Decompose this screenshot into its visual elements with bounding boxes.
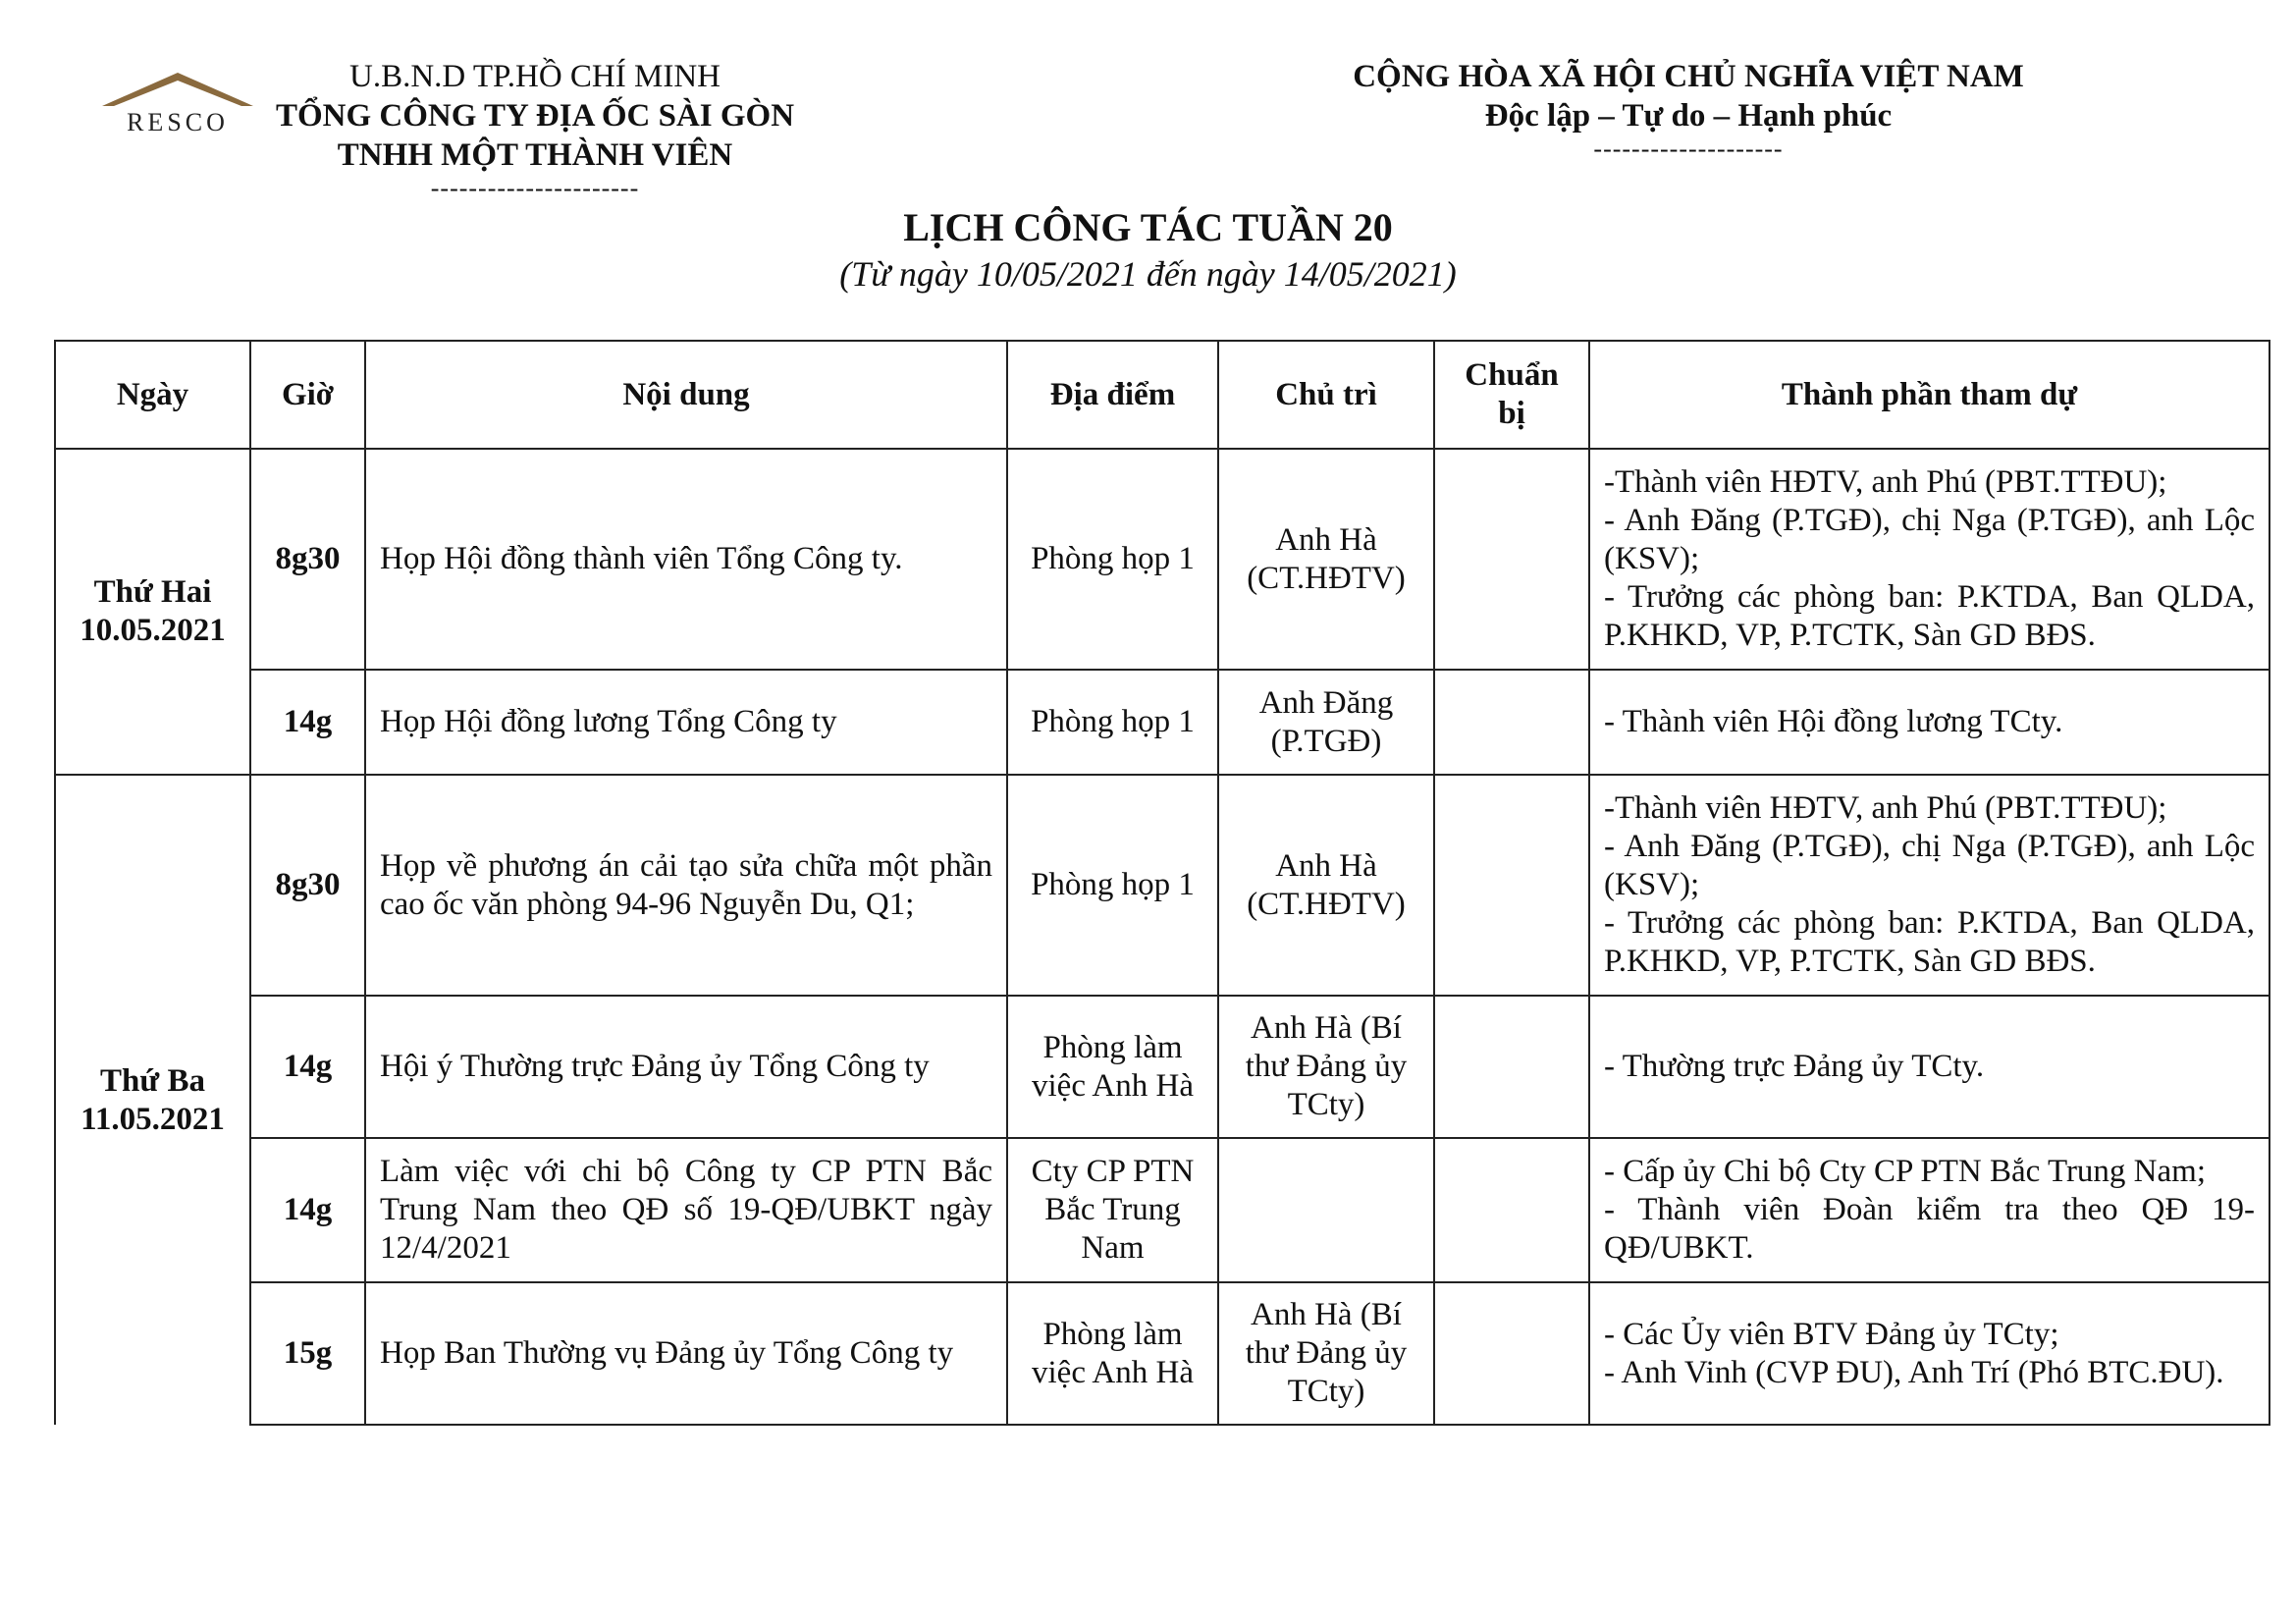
national-separator: -------------------- bbox=[1593, 135, 1784, 163]
attendee-line: - Các Ủy viên BTV Đảng ủy TCty; bbox=[1604, 1316, 2059, 1352]
table-row bbox=[55, 449, 2269, 670]
content-cell: Hội ý Thường trực Đảng ủy Tổng Công ty bbox=[365, 996, 1007, 1138]
content-cell: Họp Hội đồng lương Tổng Công ty bbox=[365, 670, 1007, 775]
attendees-cell bbox=[1589, 775, 2269, 996]
header-day: Ngày bbox=[55, 341, 250, 449]
logo-text: RESCO bbox=[127, 108, 229, 136]
prep-cell bbox=[1434, 670, 1589, 775]
attendees-cell bbox=[1589, 1138, 2269, 1282]
time-cell: 14g bbox=[250, 996, 365, 1138]
time-cell: 15g bbox=[250, 1282, 365, 1425]
attendee-line: -Thành viên HĐTV, anh Phú (PBT.TTĐU); bbox=[1604, 790, 2167, 826]
attendee-line: -Thành viên HĐTV, anh Phú (PBT.TTĐU); bbox=[1604, 464, 2167, 500]
attendee-line: - Trưởng các phòng ban: P.KTDA, Ban QLDA, P.KHKD, VP, P.TCTK, Sàn GD BĐS. bbox=[1604, 579, 2255, 653]
day-date: 11.05.2021 bbox=[80, 1101, 225, 1137]
org-separator: ---------------------- bbox=[430, 174, 640, 202]
page-title: LỊCH CÔNG TÁC TUẦN 20 bbox=[903, 205, 1393, 249]
table-header-row bbox=[55, 341, 2269, 449]
chair-cell: Anh Hà (Bí thư Đảng ủy TCty) bbox=[1218, 996, 1434, 1138]
day-name: Thứ Ba bbox=[100, 1062, 205, 1099]
attendee-line: - Thành viên Đoàn kiểm tra theo QĐ 19-QĐ/UBKT. bbox=[1604, 1192, 2255, 1266]
chair-cell: Anh Hà (CT.HĐTV) bbox=[1218, 449, 1434, 670]
attendee-line: - Anh Đăng (P.TGĐ), chị Nga (P.TGĐ), anh Lộc (KSV); bbox=[1604, 503, 2255, 576]
table-row bbox=[55, 1138, 2269, 1282]
header-prep: Chuẩn bị bbox=[1434, 341, 1589, 449]
place-cell: Phòng họp 1 bbox=[1007, 670, 1218, 775]
table-row bbox=[55, 775, 2269, 996]
content-cell: Họp về phương án cải tạo sửa chữa một phần cao ốc văn phòng 94-96 Nguyễn Du, Q1; bbox=[365, 775, 1007, 996]
attendee-line: - Cấp ủy Chi bộ Cty CP PTN Bắc Trung Nam; bbox=[1604, 1154, 2206, 1189]
day-cell-tuesday bbox=[55, 775, 250, 1425]
attendees-cell bbox=[1589, 670, 2269, 775]
day-name: Thứ Hai bbox=[93, 574, 212, 610]
attendee-line: - Anh Vinh (CVP ĐU), Anh Trí (Phó BTC.ĐU). bbox=[1604, 1354, 2224, 1390]
chair-cell: Anh Đăng (P.TGĐ) bbox=[1218, 670, 1434, 775]
place-cell: Phòng làm việc Anh Hà bbox=[1007, 1282, 1218, 1425]
chair-cell: Anh Hà (Bí thư Đảng ủy TCty) bbox=[1218, 1282, 1434, 1425]
time-cell: 8g30 bbox=[250, 775, 365, 996]
roof-icon bbox=[94, 69, 261, 108]
prep-cell bbox=[1434, 775, 1589, 996]
org-line-3: TNHH MỘT THÀNH VIÊN bbox=[337, 137, 733, 173]
national-title: CỘNG HÒA XÃ HỘI CHỦ NGHĨA VIỆT NAM bbox=[1353, 59, 2024, 94]
page-subtitle: (Từ ngày 10/05/2021 đến ngày 14/05/2021) bbox=[839, 254, 1457, 294]
attendees-cell bbox=[1589, 1282, 2269, 1425]
table-row bbox=[55, 670, 2269, 775]
org-header bbox=[265, 57, 805, 202]
attendee-line: - Thành viên Hội đồng lương TCty. bbox=[1604, 704, 2063, 739]
day-date: 10.05.2021 bbox=[80, 613, 226, 648]
resco-logo bbox=[94, 69, 261, 137]
prep-cell bbox=[1434, 996, 1589, 1138]
prep-cell bbox=[1434, 1282, 1589, 1425]
table-row bbox=[55, 1282, 2269, 1425]
org-line-2: TỔNG CÔNG TY ĐỊA ỐC SÀI GÒN bbox=[275, 98, 795, 134]
place-cell: Phòng làm việc Anh Hà bbox=[1007, 996, 1218, 1138]
header-attendees: Thành phần tham dự bbox=[1589, 341, 2269, 449]
place-cell: Phòng họp 1 bbox=[1007, 449, 1218, 670]
chair-cell: Anh Hà (CT.HĐTV) bbox=[1218, 775, 1434, 996]
time-cell: 14g bbox=[250, 1138, 365, 1282]
content-cell: Họp Ban Thường vụ Đảng ủy Tổng Công ty bbox=[365, 1282, 1007, 1425]
day-cell-monday bbox=[55, 449, 250, 775]
table-row bbox=[55, 996, 2269, 1138]
attendees-cell bbox=[1589, 449, 2269, 670]
header-chair: Chủ trì bbox=[1218, 341, 1434, 449]
header-content: Nội dung bbox=[365, 341, 1007, 449]
place-cell: Phòng họp 1 bbox=[1007, 775, 1218, 996]
prep-cell bbox=[1434, 1138, 1589, 1282]
header-place: Địa điểm bbox=[1007, 341, 1218, 449]
schedule-table-wrapper bbox=[54, 340, 2269, 1426]
attendee-line: - Thường trực Đảng ủy TCty. bbox=[1604, 1049, 1985, 1084]
national-motto: Độc lập – Tự do – Hạnh phúc bbox=[1484, 98, 1893, 134]
time-cell: 8g30 bbox=[250, 449, 365, 670]
attendee-line: - Trưởng các phòng ban: P.KTDA, Ban QLDA, P.KHKD, VP, P.TCTK, Sàn GD BĐS. bbox=[1604, 905, 2255, 979]
header-time: Giờ bbox=[250, 341, 365, 449]
time-cell: 14g bbox=[250, 670, 365, 775]
org-line-1: U.B.N.D TP.HỒ CHÍ MINH bbox=[348, 59, 721, 94]
place-cell: Cty CP PTN Bắc Trung Nam bbox=[1007, 1138, 1218, 1282]
content-cell: Họp Hội đồng thành viên Tổng Công ty. bbox=[365, 449, 1007, 670]
prep-cell bbox=[1434, 449, 1589, 670]
attendee-line: - Anh Đăng (P.TGĐ), chị Nga (P.TGĐ), anh Lộc (KSV); bbox=[1604, 829, 2255, 902]
attendees-cell bbox=[1589, 996, 2269, 1138]
chair-cell bbox=[1218, 1138, 1434, 1282]
schedule-table bbox=[54, 340, 2270, 1426]
national-header bbox=[1315, 57, 2061, 163]
content-cell: Làm việc với chi bộ Công ty CP PTN Bắc Trung Nam theo QĐ số 19-QĐ/UBKT ngày 12/4/2021 bbox=[365, 1138, 1007, 1282]
